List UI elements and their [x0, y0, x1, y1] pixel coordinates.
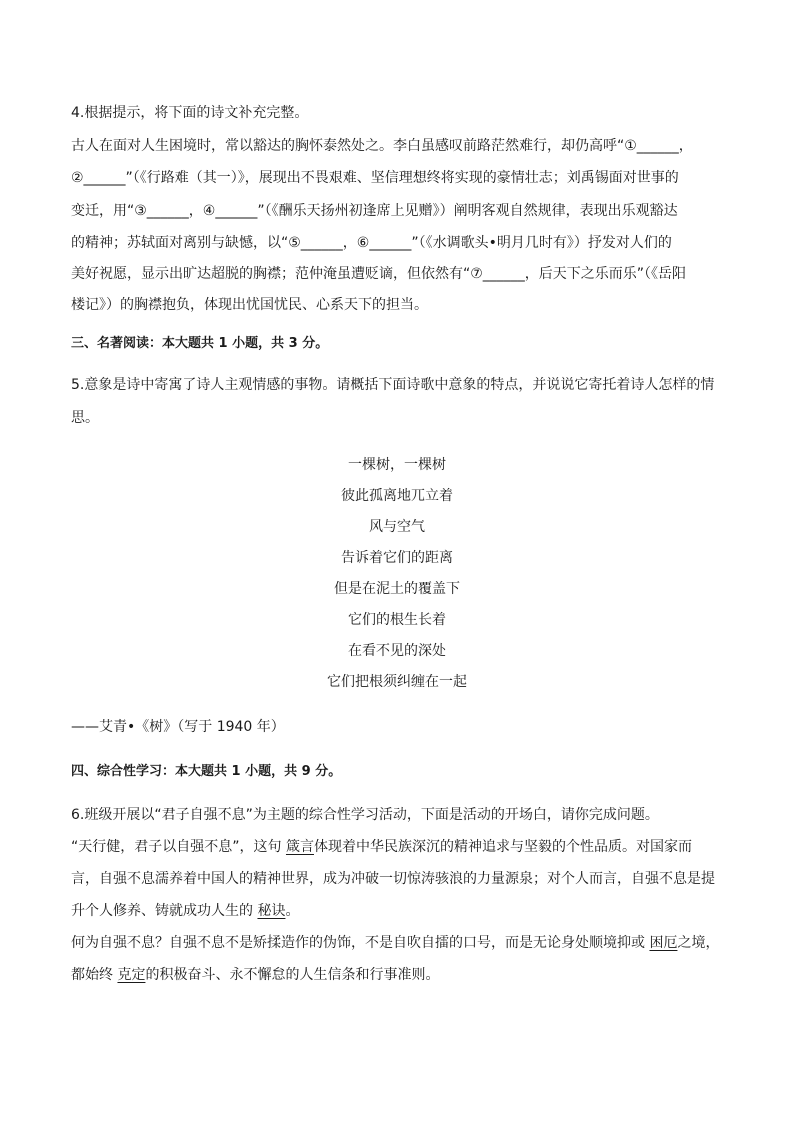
text-segment: 体现着中华民族深沉的精神追求与坚毅的个性品质。对国家而 — [313, 839, 692, 855]
question-5-line-1: 5.意象是诗中寄寓了诗人主观情感的事物。请概括下面诗歌中意象的特点，并说说它寄托着诗人怎样的情 — [71, 377, 715, 393]
poem-line-4: 告诉着它们的距离 — [341, 550, 453, 566]
question-4-line-4: 的精神；苏轼面对离别与缺憾，以“⑤______，⑥______”（《水调歌头•明月几时有》）抒发对人们的 — [71, 235, 672, 251]
underlined-word-mijue: 秘诀 — [257, 903, 286, 919]
text-segment: 的积极奋斗、永不懈怠的人生信条和行事准则。 — [145, 967, 440, 983]
section-3-heading: 三、名著阅读：本大题共 1 小题，共 3 分。 — [71, 336, 329, 351]
question-4-line-3: 变迁，用“③______，④______”（《酬乐天扬州初逢席上见赠》）阐明客观自然规律，表现出乐观豁达 — [71, 203, 678, 219]
question-6-paragraph-2-line-2 — [71, 965, 439, 985]
poem-line-3: 风与空气 — [369, 519, 425, 535]
poem-line-1: 一棵树，一棵树 — [348, 457, 446, 473]
poem-attribution: ——艾青•《树》（写于 1940 年） — [71, 719, 285, 735]
text-segment: “天行健，君子以自强不息”，这句 — [71, 839, 286, 855]
underlined-word-kune: 困厄 — [649, 935, 678, 951]
question-6-title: 6.班级开展以“君子自强不息”为主题的综合性学习活动，下面是活动的开场白，请你完成问题。 — [71, 807, 659, 823]
poem-line-2: 彼此孤离地兀立着 — [341, 488, 453, 504]
question-4-line-6: 楼记》）的胸襟抱负，体现出忧国忧民、心系天下的担当。 — [71, 297, 428, 313]
underlined-word-zhenyan: 箴言 — [285, 839, 314, 855]
underlined-word-keding: 克定 — [117, 967, 146, 983]
question-6-paragraph-1-line-1 — [71, 837, 692, 857]
poem-line-6: 它们的根生长着 — [348, 612, 446, 628]
question-4-title: 4.根据提示，将下面的诗文补充完整。 — [71, 105, 309, 121]
text-segment: 之境， — [677, 935, 720, 951]
question-4-line-1: 古人在面对人生困境时，常以豁达的胸怀泰然处之。李白虽感叹前路茫然难行，却仍高呼“①______， — [71, 138, 693, 154]
text-segment: 。 — [285, 903, 300, 919]
poem-line-5: 但是在泥土的覆盖下 — [334, 581, 460, 597]
question-6-paragraph-1-line-3 — [71, 901, 299, 921]
question-6-paragraph-1-line-2: 言，自强不息濡养着中国人的精神世界，成为冲破一切惊涛骇浪的力量源泉；对个人而言，自强不息是提 — [71, 871, 715, 887]
text-segment: 何为自强不息？自强不息不是矫揉造作的伪饰，不是自吹自擂的口号，而是无论身处顺境抑或 — [71, 935, 650, 951]
text-segment: 都始终 — [71, 967, 118, 983]
section-4-heading: 四、综合性学习：本大题共 1 小题，共 9 分。 — [71, 764, 342, 779]
question-4-line-5: 美好祝愿，显示出旷达超脱的胸襟；范仲淹虽遭贬谪，但依然有“⑦______，后天下之乐而乐”（《岳阳 — [71, 266, 687, 282]
question-6-paragraph-2-line-1 — [71, 933, 719, 953]
poem-line-7: 在看不见的深处 — [348, 643, 446, 659]
question-4-line-2: ②______”（《行路难（其一）》，展现出不畏艰难、坚信理想终将实现的豪情壮志；刘禹锡面对世事的 — [71, 170, 679, 186]
text-segment: 升个人修养、铸就成功人生的 — [71, 903, 258, 919]
poem-line-8: 它们把根须纠缠在一起 — [327, 674, 467, 690]
question-5-line-2: 思。 — [71, 410, 99, 426]
